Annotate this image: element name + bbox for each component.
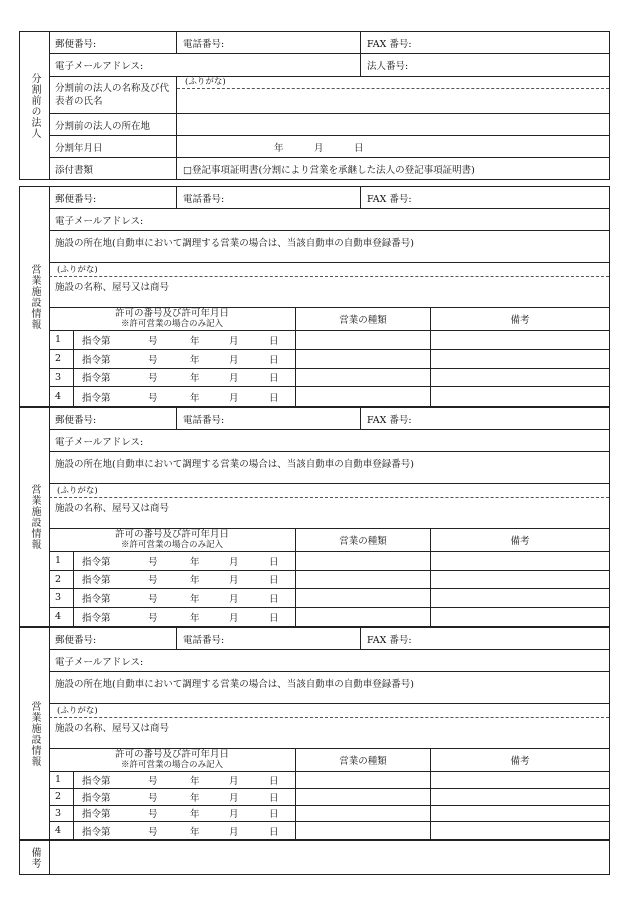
remarks-field[interactable] bbox=[430, 369, 609, 387]
permit-row bbox=[49, 589, 609, 608]
remarks-field[interactable] bbox=[430, 789, 609, 805]
year-label: 年 bbox=[274, 142, 284, 154]
business-type-field[interactable] bbox=[295, 331, 430, 349]
remarks-header: 備考 bbox=[430, 529, 609, 551]
permit-number-date-field[interactable] bbox=[73, 822, 295, 839]
shirei-label: 指令第 bbox=[82, 354, 111, 366]
permit-number-date-field[interactable] bbox=[73, 608, 295, 627]
business-type-header: 営業の種類 bbox=[295, 529, 430, 551]
permit-number-date-field[interactable] bbox=[73, 552, 295, 570]
business-type-header: 営業の種類 bbox=[295, 749, 430, 771]
go-label: 号 bbox=[148, 575, 158, 587]
phone-field[interactable]: 電話番号: bbox=[176, 32, 360, 53]
permit-header: 許可の番号及び許可年月日 ※許可営業の場合のみ記入 bbox=[114, 749, 229, 770]
permit-number-date-field[interactable] bbox=[73, 589, 295, 607]
permit-row bbox=[49, 571, 609, 590]
postal-code-field[interactable]: 郵便番号: bbox=[55, 193, 97, 205]
go-label: 号 bbox=[148, 392, 158, 404]
day-label: 日 bbox=[269, 809, 279, 821]
permit-row bbox=[49, 369, 609, 388]
permit-row bbox=[49, 331, 609, 350]
shirei-label: 指令第 bbox=[82, 792, 111, 804]
business-type-field[interactable] bbox=[295, 589, 430, 607]
row-number: 4 bbox=[55, 825, 62, 837]
permit-number-date-field[interactable] bbox=[73, 571, 295, 589]
go-label: 号 bbox=[148, 556, 158, 568]
email-field[interactable]: 電子メールアドレス: bbox=[55, 215, 144, 227]
month-label: 月 bbox=[229, 612, 239, 624]
day-label: 日 bbox=[269, 826, 279, 838]
section-label: 営業施設情報 bbox=[20, 408, 50, 626]
section-remarks bbox=[19, 840, 610, 875]
permit-row bbox=[49, 608, 609, 627]
permit-number-date-field[interactable] bbox=[73, 369, 295, 387]
section-label: 営業施設情報 bbox=[20, 628, 50, 839]
permit-header: 許可の番号及び許可年月日 ※許可営業の場合のみ記入 bbox=[114, 529, 229, 550]
furigana-label: (ふりがな) bbox=[49, 484, 609, 498]
email-field[interactable]: 電子メールアドレス: bbox=[55, 61, 144, 72]
row-number: 3 bbox=[55, 371, 62, 383]
month-label: 月 bbox=[229, 809, 239, 821]
fax-field[interactable]: FAX 番号: bbox=[360, 628, 609, 649]
day-label: 日 bbox=[269, 556, 279, 568]
year-label: 年 bbox=[190, 373, 200, 385]
go-label: 号 bbox=[148, 775, 158, 787]
shirei-label: 指令第 bbox=[82, 373, 111, 385]
business-type-field[interactable] bbox=[295, 806, 430, 822]
business-type-field[interactable] bbox=[295, 552, 430, 570]
day-label: 日 bbox=[269, 354, 279, 366]
go-label: 号 bbox=[148, 335, 158, 347]
business-type-field[interactable] bbox=[295, 822, 430, 839]
month-label: 月 bbox=[229, 373, 239, 385]
day-label: 日 bbox=[269, 593, 279, 605]
business-type-field[interactable] bbox=[295, 789, 430, 805]
section-facility-info bbox=[19, 407, 610, 627]
year-label: 年 bbox=[190, 335, 200, 347]
corp-name-field[interactable] bbox=[176, 77, 609, 113]
facility-location-field[interactable]: 施設の所在地(自動車において調理する営業の場合は、当該自動車の自動車登録番号) bbox=[55, 679, 414, 690]
year-label: 年 bbox=[190, 792, 200, 804]
go-label: 号 bbox=[148, 612, 158, 624]
facility-name-field[interactable]: 施設の名称、屋号又は商号 bbox=[55, 723, 170, 734]
remarks-field[interactable] bbox=[430, 552, 609, 570]
fax-field[interactable]: FAX 番号: bbox=[360, 408, 609, 429]
permit-number-date-field[interactable] bbox=[73, 789, 295, 805]
corp-name-label: 分割前の法人の名称及び代表者の氏名 bbox=[55, 83, 170, 107]
day-label: 日 bbox=[269, 335, 279, 347]
go-label: 号 bbox=[148, 792, 158, 804]
row-number: 2 bbox=[55, 353, 62, 365]
email-field[interactable]: 電子メールアドレス: bbox=[55, 656, 144, 668]
go-label: 号 bbox=[148, 826, 158, 838]
section-pre-split-corporation bbox=[19, 31, 610, 180]
business-type-field[interactable] bbox=[295, 387, 430, 406]
month-label: 月 bbox=[229, 392, 239, 404]
furigana-label: (ふりがな) bbox=[177, 77, 609, 89]
row-number: 2 bbox=[55, 573, 62, 585]
year-label: 年 bbox=[190, 575, 200, 587]
month-label: 月 bbox=[229, 826, 239, 838]
remarks-header: 備考 bbox=[430, 308, 609, 330]
row-number: 3 bbox=[55, 807, 62, 819]
split-date-field[interactable] bbox=[176, 136, 609, 157]
phone-field[interactable]: 電話番号: bbox=[176, 408, 360, 429]
email-field[interactable]: 電子メールアドレス: bbox=[55, 436, 144, 448]
day-label: 日 bbox=[354, 142, 364, 154]
year-label: 年 bbox=[190, 826, 200, 838]
permit-header: 許可の番号及び許可年月日 ※許可営業の場合のみ記入 bbox=[114, 308, 229, 329]
year-label: 年 bbox=[190, 809, 200, 821]
shirei-label: 指令第 bbox=[82, 335, 111, 347]
attachment-label: 添付書類 bbox=[55, 165, 94, 176]
row-number: 2 bbox=[55, 791, 62, 803]
permit-row bbox=[49, 350, 609, 369]
row-number: 3 bbox=[55, 592, 62, 604]
go-label: 号 bbox=[148, 354, 158, 366]
row-number: 1 bbox=[55, 774, 62, 786]
furigana-label: (ふりがな) bbox=[49, 263, 609, 277]
month-label: 月 bbox=[314, 142, 324, 154]
remarks-field[interactable] bbox=[430, 350, 609, 368]
row-number: 1 bbox=[55, 334, 62, 346]
remarks-field[interactable] bbox=[430, 608, 609, 627]
permit-number-date-field[interactable] bbox=[73, 350, 295, 368]
address-field[interactable] bbox=[176, 114, 609, 135]
day-label: 日 bbox=[269, 775, 279, 787]
facility-location-field[interactable]: 施設の所在地(自動車において調理する営業の場合は、当該自動車の自動車登録番号) bbox=[55, 238, 414, 249]
remarks-field[interactable] bbox=[430, 387, 609, 406]
fax-field[interactable]: FAX 番号: bbox=[360, 32, 609, 53]
remarks-header: 備考 bbox=[430, 749, 609, 771]
day-label: 日 bbox=[269, 575, 279, 587]
year-label: 年 bbox=[190, 612, 200, 624]
row-number: 1 bbox=[55, 555, 62, 567]
postal-code-field[interactable]: 郵便番号: bbox=[55, 38, 97, 50]
address-label: 分割前の法人の所在地 bbox=[55, 120, 151, 132]
go-label: 号 bbox=[148, 809, 158, 821]
permit-row bbox=[49, 789, 609, 806]
permit-row bbox=[49, 387, 609, 406]
business-type-field[interactable] bbox=[295, 369, 430, 387]
year-label: 年 bbox=[190, 354, 200, 366]
year-label: 年 bbox=[190, 556, 200, 568]
remarks-field[interactable] bbox=[430, 571, 609, 589]
shirei-label: 指令第 bbox=[82, 556, 111, 568]
attachment-checkbox[interactable]: □登記事項証明書(分割により営業を承継した法人の登記事項証明書) bbox=[176, 158, 609, 180]
business-type-field[interactable] bbox=[295, 350, 430, 368]
day-label: 日 bbox=[269, 392, 279, 404]
phone-field[interactable]: 電話番号: bbox=[176, 187, 360, 208]
permit-row bbox=[49, 772, 609, 789]
permit-number-date-field[interactable] bbox=[73, 387, 295, 406]
section-label: 備考 bbox=[20, 841, 50, 874]
day-label: 日 bbox=[269, 612, 279, 624]
month-label: 月 bbox=[229, 335, 239, 347]
year-label: 年 bbox=[190, 593, 200, 605]
month-label: 月 bbox=[229, 593, 239, 605]
shirei-label: 指令第 bbox=[82, 775, 111, 787]
shirei-label: 指令第 bbox=[82, 809, 111, 821]
permit-row bbox=[49, 552, 609, 571]
phone-field[interactable]: 電話番号: bbox=[176, 628, 360, 649]
permit-row bbox=[49, 806, 609, 823]
facility-name-field[interactable]: 施設の名称、屋号又は商号 bbox=[55, 282, 170, 293]
shirei-label: 指令第 bbox=[82, 826, 111, 838]
year-label: 年 bbox=[190, 392, 200, 404]
day-label: 日 bbox=[269, 792, 279, 804]
month-label: 月 bbox=[229, 556, 239, 568]
month-label: 月 bbox=[229, 775, 239, 787]
facility-name-field[interactable]: 施設の名称、屋号又は商号 bbox=[55, 503, 170, 514]
go-label: 号 bbox=[148, 373, 158, 385]
business-type-header: 営業の種類 bbox=[295, 308, 430, 330]
month-label: 月 bbox=[229, 792, 239, 804]
furigana-label: (ふりがな) bbox=[49, 704, 609, 718]
shirei-label: 指令第 bbox=[82, 612, 111, 624]
business-type-field[interactable] bbox=[295, 772, 430, 788]
corporate-number-field[interactable]: 法人番号: bbox=[360, 54, 609, 76]
fax-field[interactable]: FAX 番号: bbox=[360, 187, 609, 208]
month-label: 月 bbox=[229, 575, 239, 587]
postal-code-field[interactable]: 郵便番号: bbox=[55, 414, 97, 426]
remarks-field[interactable] bbox=[430, 772, 609, 788]
section-label: 分割前の法人 bbox=[20, 32, 50, 179]
remarks-field[interactable] bbox=[430, 822, 609, 839]
remarks-field[interactable] bbox=[49, 841, 609, 874]
business-type-field[interactable] bbox=[295, 608, 430, 627]
year-label: 年 bbox=[190, 775, 200, 787]
shirei-label: 指令第 bbox=[82, 593, 111, 605]
day-label: 日 bbox=[269, 373, 279, 385]
shirei-label: 指令第 bbox=[82, 575, 111, 587]
facility-location-field[interactable]: 施設の所在地(自動車において調理する営業の場合は、当該自動車の自動車登録番号) bbox=[55, 459, 414, 470]
row-number: 4 bbox=[55, 611, 62, 623]
go-label: 号 bbox=[148, 593, 158, 605]
permit-number-date-field[interactable] bbox=[73, 331, 295, 349]
postal-code-field[interactable]: 郵便番号: bbox=[55, 634, 97, 646]
remarks-field[interactable] bbox=[430, 331, 609, 349]
shirei-label: 指令第 bbox=[82, 392, 111, 404]
month-label: 月 bbox=[229, 354, 239, 366]
section-facility-info bbox=[19, 627, 610, 840]
permit-row bbox=[49, 822, 609, 839]
section-label: 営業施設情報 bbox=[20, 187, 50, 406]
row-number: 4 bbox=[55, 391, 62, 403]
split-date-label: 分割年月日 bbox=[55, 142, 103, 154]
remarks-field[interactable] bbox=[430, 806, 609, 822]
permit-number-date-field[interactable] bbox=[73, 772, 295, 788]
business-type-field[interactable] bbox=[295, 571, 430, 589]
remarks-field[interactable] bbox=[430, 589, 609, 607]
permit-number-date-field[interactable] bbox=[73, 806, 295, 822]
section-facility-info bbox=[19, 186, 610, 407]
